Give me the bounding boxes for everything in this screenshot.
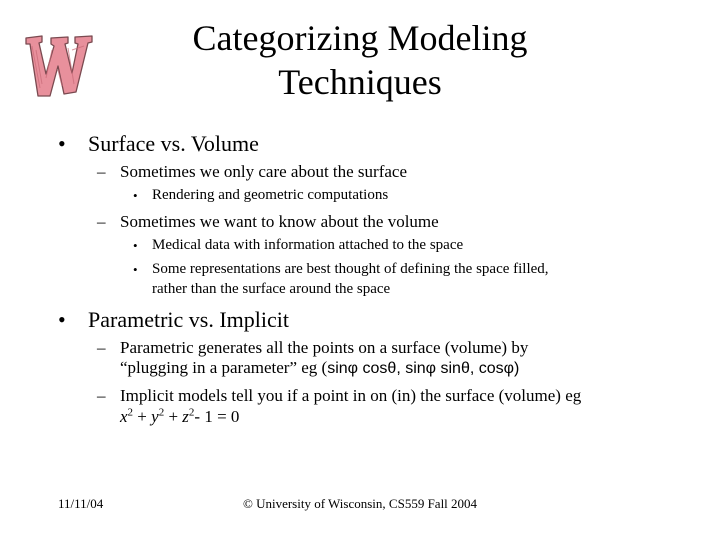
comma-text: , <box>469 360 475 377</box>
phi-symbol: φ <box>347 360 359 377</box>
theta-symbol: θ <box>460 360 470 377</box>
sin-text: sin <box>327 360 348 377</box>
title-line-2: Techniques <box>278 62 442 102</box>
sub-bullet-parametric-cont <box>120 358 519 378</box>
sin-text: sin <box>440 360 461 377</box>
sin-text: sin <box>405 360 426 377</box>
eq-exp: 2 <box>127 406 134 419</box>
eq-plus: + <box>164 407 183 426</box>
eq-plus: + <box>133 407 152 426</box>
eq-exp: 2 <box>158 406 165 419</box>
bullet-marker: • <box>58 131 66 156</box>
theta-symbol: θ <box>387 360 397 377</box>
sub-sub-bullet-representations-cont: rather than the surface around the space <box>152 281 391 297</box>
bullet-marker: • <box>133 188 138 203</box>
dash-marker: – <box>97 386 106 405</box>
sub-bullet-surface: Sometimes we only care about the surface <box>120 162 408 181</box>
title-line-1: Categorizing Modeling <box>192 18 528 58</box>
close-paren: ) <box>514 360 520 377</box>
bullet-parametric-implicit: Parametric vs. Implicit <box>88 307 289 332</box>
sub-sub-bullet-medical: Medical data with information attached to the space <box>152 237 464 253</box>
comma-text: , <box>396 360 401 377</box>
eq-z: z <box>182 407 189 426</box>
sub-sub-bullet-rendering: Rendering and geometric computations <box>152 187 389 203</box>
eq-exp: 2 <box>188 406 195 419</box>
cos-text: cos <box>478 360 504 377</box>
parametric-prefix: “plugging in a parameter” eg ( <box>120 358 328 377</box>
implicit-equation <box>120 407 239 427</box>
footer-date: 11/11/04 <box>58 496 104 511</box>
sub-sub-bullet-representations: Some representations are best thought of defining the space filled, <box>152 261 549 277</box>
bullet-marker: • <box>133 238 138 253</box>
footer-copyright: © University of Wisconsin, CS559 Fall 2004 <box>242 496 478 511</box>
dash-marker: – <box>97 212 106 231</box>
cos-text: cos <box>362 360 388 377</box>
dash-marker: – <box>97 162 106 181</box>
phi-symbol: φ <box>425 360 437 377</box>
sub-bullet-volume: Sometimes we want to know about the volume <box>120 212 439 231</box>
eq-x: x <box>120 407 128 426</box>
eq-rest: - 1 = 0 <box>194 407 240 426</box>
bullet-marker: • <box>58 307 66 332</box>
eq-y: y <box>151 407 159 426</box>
phi-symbol: φ <box>503 360 515 377</box>
sub-bullet-parametric: Parametric generates all the points on a surface (volume) by <box>120 338 529 357</box>
bullet-marker: • <box>133 262 138 277</box>
sub-bullet-implicit: Implicit models tell you if a point in on (in) the surface (volume) eg <box>120 386 582 405</box>
bullet-surface-volume: Surface vs. Volume <box>88 131 259 156</box>
dash-marker: – <box>97 338 106 357</box>
parametric-formula <box>327 360 519 377</box>
